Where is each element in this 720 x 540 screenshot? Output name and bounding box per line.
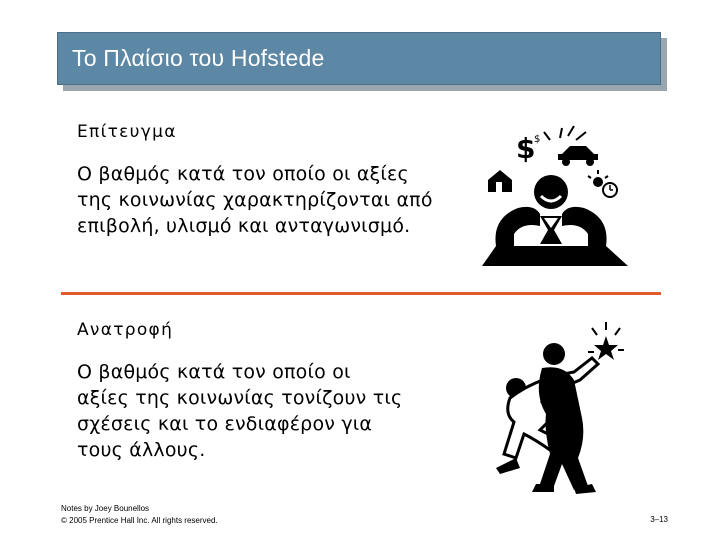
section-heading-achievement: Επίτευγμα [77,122,177,142]
body-line: τους άλλους. [77,439,206,461]
svg-text:$: $ [534,134,541,145]
body-line: επιβολή, υλισμό και ανταγωνισμό. [77,215,411,237]
title-bar [57,32,661,85]
slide-title: Το Πλαίσιο του Hofstede [72,45,325,71]
page-number: 3–13 [650,515,668,524]
nurturing-clipart-icon [496,318,636,498]
footer-copyright: © 2005 Prentice Hall Inc. All rights reserved. [61,516,218,525]
body-line: σχέσεις και το ενδιαφέρον για [77,413,373,435]
body-line: αξίες της κοινωνίας τονίζουν τις [77,387,403,409]
section-heading-nurturing: Ανατροφή [77,320,174,340]
svg-text:$: $ [516,132,536,165]
body-line: Ο βαθμός κατά τον οποίο οι αξίες [77,163,409,185]
body-line: Ο βαθμός κατά τον οποίο οι [77,361,351,383]
section-body-nurturing [77,359,402,463]
body-line: της κοινωνίας χαρακτηρίζονται από [77,189,433,211]
section-body-achievement [77,161,433,239]
section-divider [61,292,661,295]
achievement-clipart-icon [478,118,638,270]
footer-notes: Notes by Joey Bounellos [61,504,150,513]
